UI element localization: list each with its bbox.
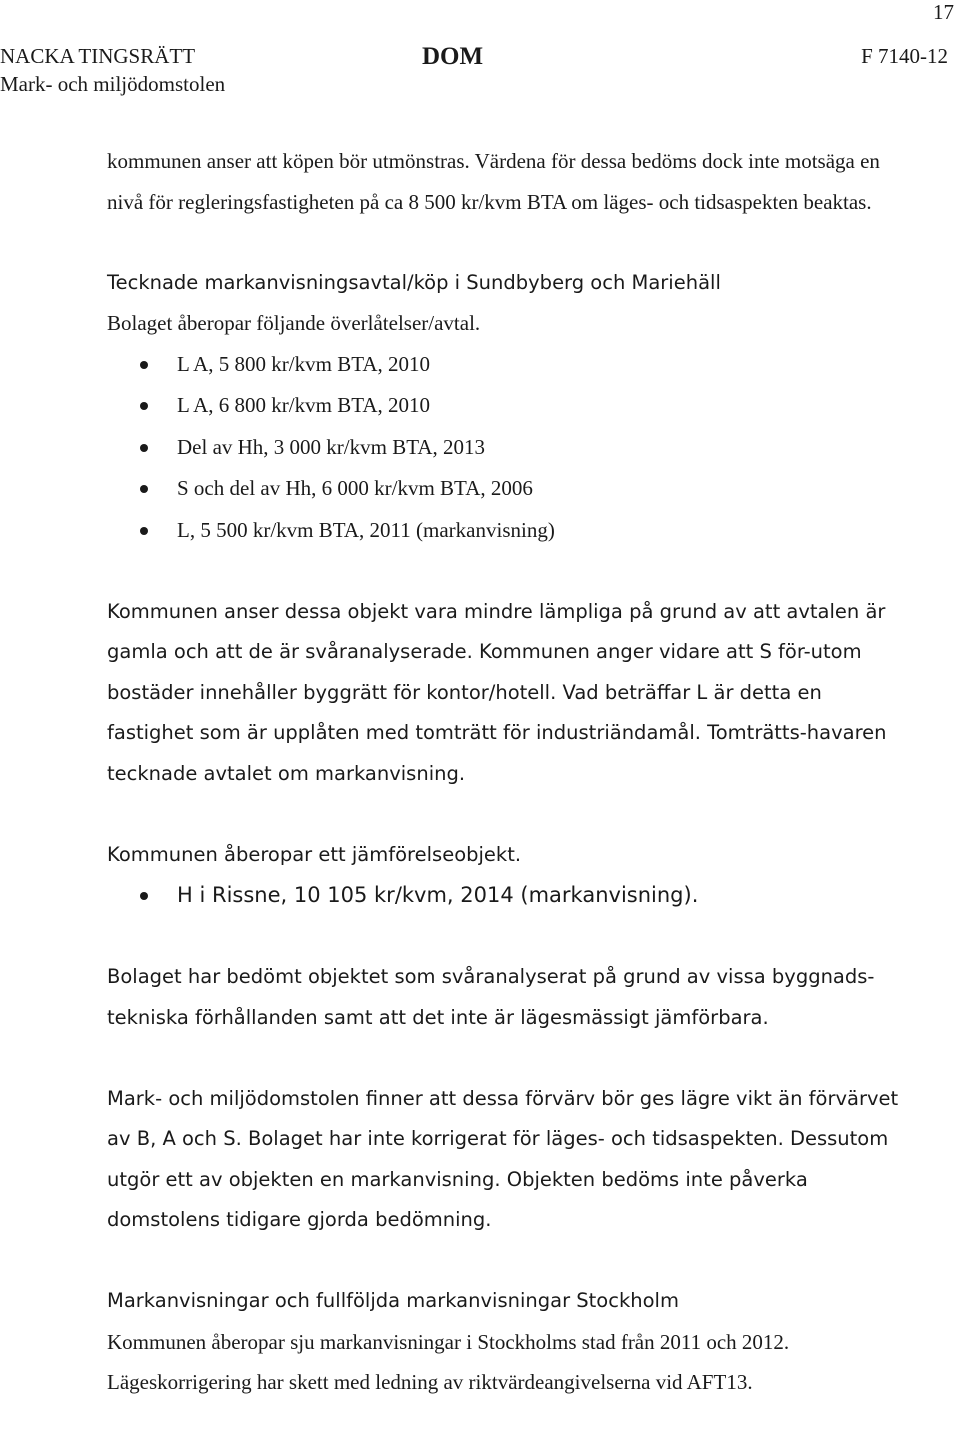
list-item: L, 5 500 kr/kvm BTA, 2011 (markanvisning) bbox=[107, 510, 907, 552]
paragraph: kommunen anser att köpen bör utmönstras. Värdena för dessa bedöms dock inte motsäga en nivå för regleringsfastigheten på ca 8 500 kr/kvm BTA om läges- och tidsaspekten beaktas. bbox=[107, 149, 880, 214]
list-item: H i Rissne, 10 105 kr/kvm, 2014 (markanvisning). bbox=[107, 875, 907, 917]
paragraph: Kommunen åberopar ett jämförelseobjekt. bbox=[107, 842, 522, 866]
section-heading: Tecknade markanvisningsavtal/köp i Sundbyberg och Mariehäll bbox=[107, 270, 721, 294]
list-item: Del av Hh, 3 000 kr/kvm BTA, 2013 bbox=[107, 427, 907, 469]
court-name: NACKA TINGSRÄTT bbox=[0, 44, 196, 68]
paragraph: Bolaget har bedömt objektet som svåranalyserat på grund av vissa byggnads-tekniska förhållanden samt att det inte är lägesmässigt jämförbara. bbox=[107, 965, 875, 1029]
list-item: L A, 5 800 kr/kvm BTA, 2010 bbox=[107, 344, 907, 386]
paragraph: Bolaget åberopar följande överlåtelser/avtal. bbox=[107, 311, 481, 335]
header-court-block bbox=[0, 42, 225, 98]
list-item: L A, 6 800 kr/kvm BTA, 2010 bbox=[107, 385, 907, 427]
page-number: 17 bbox=[933, 0, 954, 24]
document-body bbox=[107, 141, 907, 1403]
bullet-list bbox=[107, 344, 907, 552]
bullet-list bbox=[107, 875, 907, 917]
document-type: DOM bbox=[422, 43, 484, 70]
court-division: Mark- och miljödomstolen bbox=[0, 72, 226, 96]
list-item: S och del av Hh, 6 000 kr/kvm BTA, 2006 bbox=[107, 468, 907, 510]
paragraph: Kommunen åberopar sju markanvisningar i Stockholms stad från 2011 och 2012. Lägeskorrigering har skett med ledning av riktvärdeangivelserna vid AFT13. bbox=[107, 1329, 790, 1394]
paragraph: Kommunen anser dessa objekt vara mindre lämpliga på grund av att avtalen är gamla och att de är svåranalyserade. Kommunen anger vidare att S för-utom bostäder innehåller byggrätt för kontor/hotell. Vad beträffar L är detta en fastighet som är upplåten med tomträtt för industriändamål. Tomträtts-havaren tecknade avtalet om markanvisning. bbox=[107, 599, 887, 785]
paragraph: Mark- och miljödomstolen finner att dessa förvärv bör ges lägre vikt än förvärvet av B, A och S. Bolaget har inte korrigerat för läges- och tidsaspekten. Dessutom utgör ett av objekten en markanvisning. Objekten bedöms inte påverka domstolens tidigare gjorda bedömning. bbox=[107, 1086, 899, 1231]
case-number: F 7140-12 bbox=[861, 44, 948, 68]
section-heading: Markanvisningar och fullföljda markanvisningar Stockholm bbox=[107, 1289, 679, 1312]
